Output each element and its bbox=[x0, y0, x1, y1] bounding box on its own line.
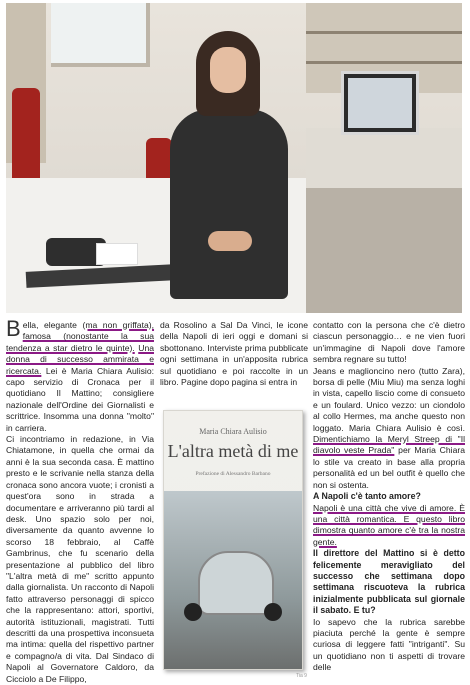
text: per Maria Chiara lo stile va creato in base alla propria personalità ed un bel outfit è quello che non si ostenta. bbox=[313, 445, 465, 490]
text: Lei è Maria Chiara Aulisio: capo servizio di Cronaca per il quotidiano Il Mattino; consigliere nazionale dell'Ordine dei Giornalisti e scrittrice. Insomma una donna "molto" in carriera. bbox=[6, 365, 154, 433]
paragraph: Ci incontriamo in redazione, in Via Chiatamone, in quella che ormai da anni è la sua seconda casa. È mattino presto e le scrivanie nella stanza della cronaca sono ancora vuote; i cronisti a quest'ora sono in strada a documentare e arriveranno più tardi al desk. Uno spazio solo per noi, diversamente da quanto avvenne lo scorso 18 febbraio, al Caffè Gambrinus, che fu scenario della presentazione al pubblico del libro "L'altra metà di me" scritto appunto dalla giornalista. Un racconto di Napoli fatto attraverso personaggi di spicco che la rappresentano: attori, sportivi, autorità istituzionali, magistrati. Tutti descritti da una prospettiva inconsueta ma intima: quella del rispettivo partner e compagno/a di vita. Dal Sindaco di Napoli al Governatore Caldoro, da Cicciolo a De Filippo, bbox=[6, 434, 154, 684]
window bbox=[51, 3, 150, 67]
desk-background bbox=[306, 128, 462, 188]
interview-answer: Io sapevo che la rubrica sarebbe piaciuta perché la gente è sempre curiosa di leggere fatti "intriganti". Su un quotidiano non ti aspetti di trovare delle bbox=[313, 616, 465, 673]
text: ella, elegante bbox=[22, 320, 83, 330]
interview-question: Il direttore del Mattino si è detto felicemente meravigliato del successo che settimana dopo settimana riscuoteva la rubrica inizialmente pubblicata sul giornale il sabato. E tu? bbox=[313, 548, 465, 616]
highlighted-text: Dimentichiamo la Meryl Streep di "Il diavolo veste Prada" bbox=[313, 434, 465, 456]
page-number: Tia 9 bbox=[296, 673, 307, 679]
highlighted-text: Una donna di successo ammirata e ricercata. bbox=[6, 342, 154, 376]
highlighted-text: (ma non griffata), famosa (nonostante la sua tendenza a star dietro le quinte). bbox=[6, 320, 155, 353]
book-cover bbox=[163, 410, 303, 670]
computer-monitor bbox=[341, 71, 419, 135]
book-title: L'altra metà di me bbox=[167, 441, 299, 461]
article-column-3 bbox=[313, 320, 465, 674]
wheel bbox=[184, 603, 202, 621]
cover-photo bbox=[6, 3, 462, 313]
interview-answer bbox=[313, 503, 465, 549]
paragraph bbox=[6, 316, 155, 434]
paragraph: contatto con la persona che c'è dietro ciascun personaggio… e ne vien fuori un'immagine di Napoli dove l'amore sembra regnare su tutto! bbox=[313, 320, 465, 365]
highlighted-text: Napoli è una città che vive di amore. È una città romantica. E questo libro dimostra quanto amore c'è tra la nostra gente. bbox=[313, 502, 465, 547]
wheel bbox=[264, 603, 282, 621]
paragraph bbox=[313, 366, 465, 491]
text: Jeans e maglioncino nero (tutto Zara), borsa di pelle (Miu Miu) ma senza loghi in vista, capello liscio come di consueto e un foulard. Unico vezzo: un ciondolo al collo Hermes, ma anche questo non loggato. Maria Chiara Aulisio è così. bbox=[313, 365, 465, 433]
book-illustration bbox=[164, 491, 302, 669]
book-preface: Prefazione di Alessandro Barbano bbox=[195, 471, 271, 477]
paper bbox=[96, 243, 138, 265]
interview-question: A Napoli c'è tanto amore? bbox=[313, 491, 421, 502]
drop-cap: B bbox=[6, 316, 21, 341]
floor bbox=[306, 188, 462, 313]
paragraph: da Rosolino a Sal Da Vinci, le icone della Napoli di ieri oggi e domani si sbottonano. Interviste prima pubblicate ogni settimana in un'apposita rubrica sul quotidiano e poi raccolte in un libro. Pagine dopo pagina si entra in bbox=[160, 320, 308, 388]
article-column-1 bbox=[6, 316, 155, 685]
scooter-icon bbox=[198, 551, 274, 615]
article-column-2 bbox=[160, 320, 308, 388]
journalist-portrait bbox=[154, 31, 304, 313]
book-author: Maria Chiara Aulisio bbox=[199, 427, 267, 436]
